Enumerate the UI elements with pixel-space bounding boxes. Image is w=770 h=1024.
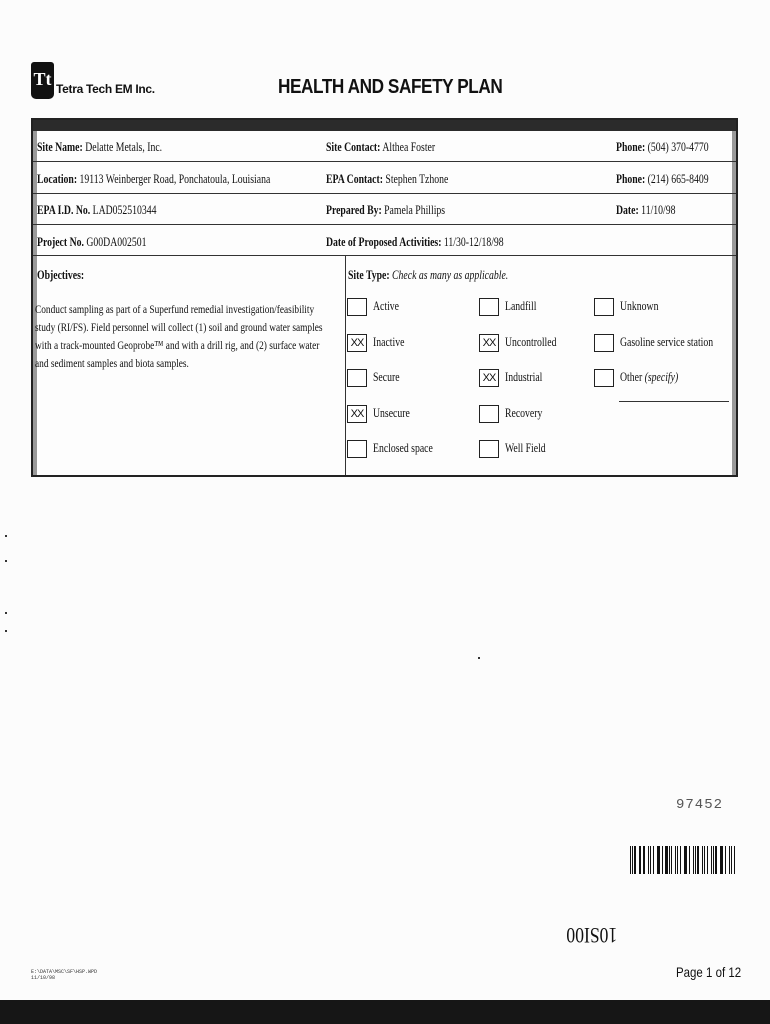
project-no-row <box>37 235 146 250</box>
row-divider <box>33 161 736 162</box>
checkbox-label-unknown: Unknown <box>620 299 659 313</box>
barcode-bar <box>697 846 699 874</box>
barcode-bar <box>711 846 712 874</box>
site-contact-label: Site Contact: <box>326 140 381 154</box>
checkbox-unsecure[interactable]: XX <box>347 405 367 423</box>
document-title: HEALTH AND SAFETY PLAN <box>278 76 503 98</box>
barcode-bar <box>725 846 726 874</box>
phone-1-label: Phone: <box>616 140 646 154</box>
checkbox-label-industrial: Industrial <box>505 370 543 384</box>
location-label: Location: <box>37 172 78 186</box>
checkbox-gasoline-service-station[interactable] <box>594 334 614 352</box>
barcode-bar <box>671 846 672 874</box>
barcode-bar <box>729 846 730 874</box>
prepared-by-row <box>326 203 445 218</box>
barcode-bar <box>707 846 708 874</box>
checkbox-secure[interactable] <box>347 369 367 387</box>
proposed-dates-row <box>326 235 504 250</box>
form-top-bar <box>33 120 736 131</box>
objectives-line: and sediment samples and biota samples. <box>35 356 189 370</box>
project-no-label: Project No. <box>37 235 84 249</box>
checkbox-label-active: Active <box>373 299 399 313</box>
scan-speck <box>478 657 480 659</box>
checkbox-label-secure: Secure <box>373 370 400 384</box>
form-right-edge <box>732 131 736 475</box>
site-contact-row <box>326 140 435 155</box>
prepared-by-value: Pamela Phillips <box>384 203 446 217</box>
barcode-bar <box>713 846 714 874</box>
barcode <box>630 846 738 874</box>
barcode-bar <box>640 846 641 874</box>
footer-date: 11/10/98 <box>31 975 56 981</box>
barcode-bar <box>653 846 654 874</box>
tetra-tech-logo: Tt <box>31 62 54 99</box>
barcode-bar <box>643 846 645 874</box>
barcode-bar <box>702 846 703 874</box>
epa-id-value: LAD052510344 <box>92 203 157 217</box>
checkbox-label-recovery: Recovery <box>505 406 543 420</box>
scan-bottom-edge <box>0 1000 770 1024</box>
objectives-line: with a track-mounted Geoprobe™ and with a drill rig, and (2) surface water <box>35 338 320 352</box>
checkbox-uncontrolled[interactable]: XX <box>479 334 499 352</box>
row-divider <box>33 224 736 225</box>
phone-1-row <box>616 140 709 155</box>
checkbox-active[interactable] <box>347 298 367 316</box>
checkbox-industrial[interactable]: XX <box>479 369 499 387</box>
prepared-by-label: Prepared By: <box>326 203 382 217</box>
date-value: 11/10/98 <box>641 203 676 217</box>
location-value: 19113 Weinberger Road, Ponchatoula, Louisiana <box>79 172 271 186</box>
epa-id-row <box>37 203 157 218</box>
objectives-heading: Objectives: <box>37 268 85 282</box>
barcode-bar <box>648 846 649 874</box>
barcode-bar <box>721 846 723 874</box>
site-type-label: Site Type: <box>348 268 390 282</box>
other-specify-hint: (specify) <box>644 370 679 384</box>
barcode-bar <box>685 846 686 874</box>
checkbox-landfill[interactable] <box>479 298 499 316</box>
row-divider <box>33 255 736 256</box>
barcode-bar <box>720 846 721 874</box>
epa-id-label: EPA I.D. No. <box>37 203 91 217</box>
objectives-line: study (RI/FS). Field personnel will collect (1) soil and ground water samples <box>35 320 323 334</box>
checkbox-enclosed-space[interactable] <box>347 440 367 458</box>
epa-contact-label: EPA Contact: <box>326 172 383 186</box>
barcode-bar <box>715 846 716 874</box>
barcode-bar <box>658 846 659 874</box>
document-number: 97452 <box>676 797 724 813</box>
site-name-value: Delatte Metals, Inc. <box>85 140 163 154</box>
page-number: Page 1 of 12 <box>676 964 742 980</box>
row-divider <box>33 193 736 194</box>
barcode-bar <box>704 846 705 874</box>
date-label: Date: <box>616 203 639 217</box>
checkbox-unknown[interactable] <box>594 298 614 316</box>
phone-2-value: (214) 665-8409 <box>647 172 709 186</box>
barcode-bar <box>662 846 663 874</box>
scan-speck <box>5 560 7 562</box>
barcode-bar <box>675 846 676 874</box>
proposed-dates-label: Date of Proposed Activities: <box>326 235 442 249</box>
checkbox-label-unsecure: Unsecure <box>373 406 410 420</box>
footer-path: E:\DATA\MSC\SF\HSP.WPD <box>31 969 98 975</box>
site-name-row <box>37 140 162 155</box>
phone-1-value: (504) 370-4770 <box>647 140 709 154</box>
handwritten-number: 10SI00 <box>566 923 618 948</box>
barcode-bar <box>657 846 658 874</box>
barcode-bar <box>684 846 685 874</box>
epa-contact-value: Stephen Tzhone <box>385 172 449 186</box>
barcode-bar <box>669 846 670 874</box>
scan-speck <box>5 612 7 614</box>
checkbox-label-inactive: Inactive <box>373 335 405 349</box>
site-type-hint: Check as many as applicable. <box>392 268 509 282</box>
scan-speck <box>5 535 7 537</box>
epa-contact-row <box>326 172 448 187</box>
barcode-bar <box>734 846 735 874</box>
barcode-bar <box>650 846 651 874</box>
checkbox-other[interactable] <box>594 369 614 387</box>
checkbox-label-landfill: Landfill <box>505 299 537 313</box>
location-row <box>37 172 270 187</box>
phone-2-label: Phone: <box>616 172 646 186</box>
barcode-bar <box>693 846 694 874</box>
barcode-bar <box>639 846 640 874</box>
company-name: Tetra Tech EM Inc. <box>56 82 155 96</box>
barcode-bar <box>680 846 681 874</box>
other-specify-line[interactable] <box>619 401 729 402</box>
site-type-heading <box>348 268 508 283</box>
checkbox-label-uncontrolled: Uncontrolled <box>505 335 557 349</box>
phone-2-row <box>616 172 709 187</box>
other-label: Other <box>620 370 643 384</box>
site-name-label: Site Name: <box>37 140 83 154</box>
project-no-value: G00DA002501 <box>86 235 147 249</box>
objectives-line: Conduct sampling as part of a Superfund remedial investigation/feasibility <box>35 302 315 316</box>
barcode-bar <box>630 846 631 874</box>
checkbox-recovery[interactable] <box>479 405 499 423</box>
footer-file-path <box>31 969 97 981</box>
checkbox-label-other <box>620 370 678 385</box>
proposed-dates-value: 11/30-12/18/98 <box>443 235 504 249</box>
checkbox-well-field[interactable] <box>479 440 499 458</box>
barcode-bar <box>665 846 667 874</box>
barcode-bar <box>695 846 696 874</box>
checkbox-label-gasoline-service-station: Gasoline service station <box>620 335 714 349</box>
barcode-bar <box>632 846 633 874</box>
objectives-text <box>35 300 353 372</box>
checkbox-label-enclosed-space: Enclosed space <box>373 441 433 455</box>
barcode-bar <box>731 846 732 874</box>
site-contact-value: Althea Foster <box>382 140 436 154</box>
checkbox-inactive[interactable]: XX <box>347 334 367 352</box>
barcode-bar <box>677 846 678 874</box>
date-row <box>616 203 675 218</box>
barcode-bar <box>689 846 690 874</box>
scan-speck <box>5 630 7 632</box>
barcode-bar <box>634 846 635 874</box>
checkbox-label-well-field: Well Field <box>505 441 546 455</box>
